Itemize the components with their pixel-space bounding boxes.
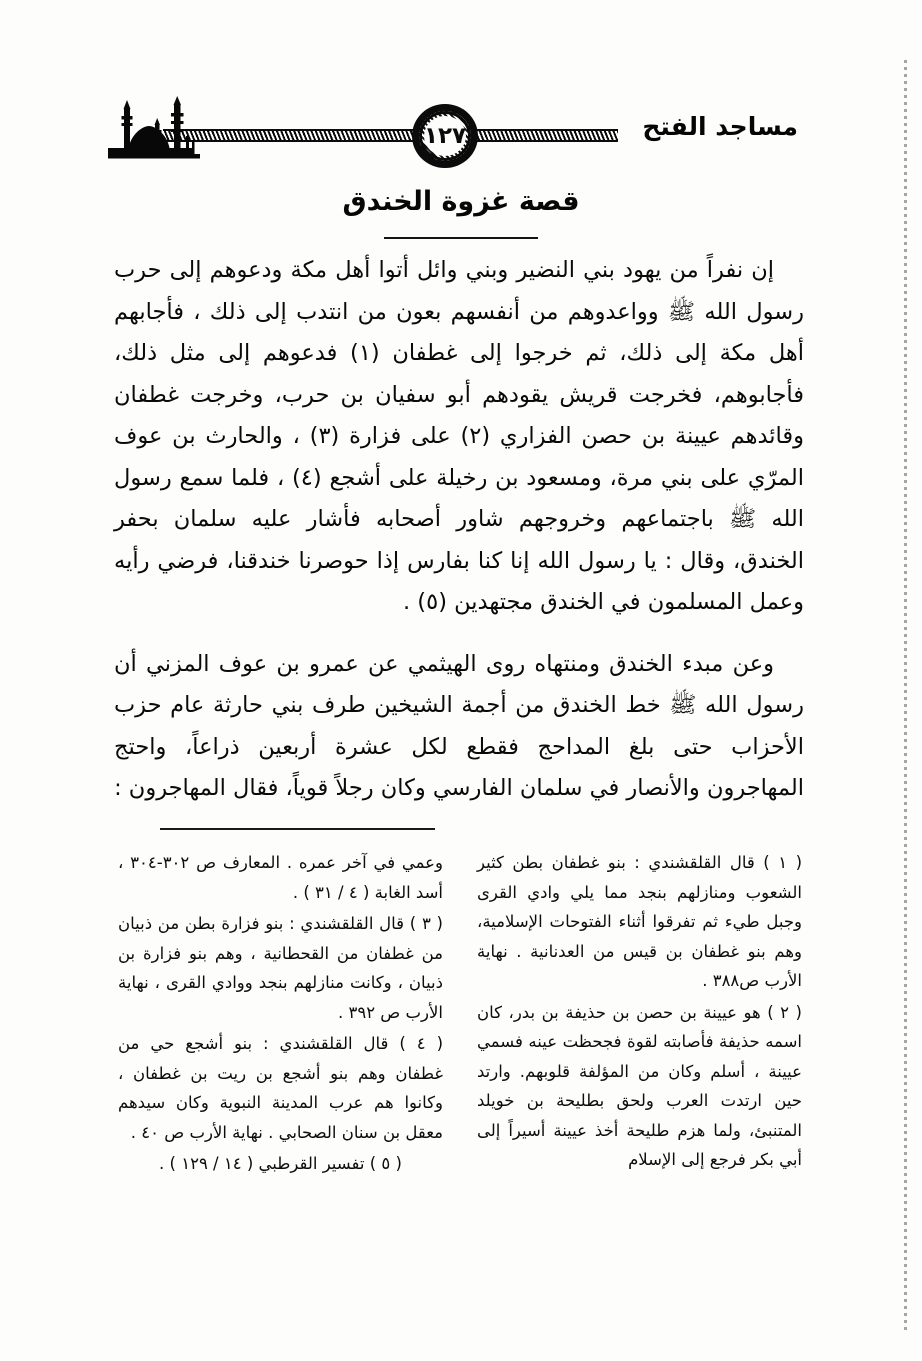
title-underline — [384, 237, 538, 239]
footnote-item — [118, 909, 443, 1027]
footnote-text: قال القلقشندي : بنو فزارة بطن من ذبيان من غطفان من القحطانية ، وهم بنو فزارة بن ذبيان ، وكانت منازلهم بنجد ووادي القرى ، نهاية الأرب ص ٣٩٢ . — [118, 914, 443, 1022]
body-paragraph-1: إن نفراً من يهود بني النضير وبني وائل أتوا أهل مكة ودعوهم إلى حرب رسول الله ﷺ وواعدوهم من أنفسهم بعون من انتدب إلى ذلك ، فأجابهم أهل مكة إلى ذلك، ثم خرجوا إلى غطفان (١) فدعوهم إلى مثل ذلك، فأجابوهم، فخرجت قريش يقودهم أبو سفيان بن حرب، وخرجت غطفان وقائدهم عيينة بن حصن الفزاري (٢) على فزارة (٣) ، والحارث بن عوف المرّي على بني مرة، ومسعود بن رخيلة على أشجع (٤) ، فلما سمع رسول الله ﷺ باجتماعهم وخروجهم شاور أصحابه فأشار عليه سلمان بحفر الخندق، وقال : يا رسول الله إنا كنا بفارس إذا حوصرنا خندقنا، فرضي رأيه وعمل المسلمون في الخندق مجتهدين (٥) . — [114, 257, 804, 615]
rope-band-divider — [163, 129, 618, 142]
footnote-column-left — [118, 848, 443, 1181]
book-title: مساجد الفتح — [642, 112, 798, 141]
footnote-continuation — [118, 848, 443, 907]
footnote-marker: ( ٣ ) — [409, 914, 443, 933]
footnote-text: هو عيينة بن حصن بن حذيفة بن بدر، كان اسمه حذيفة فأصابته لقوة فجحظت عينه فسمي عيينة ، أسلم وكان من المؤلفة قلوبهم. وارتد حين ارتدت العرب ولحق بطليحة بن خويلد المتنبئ، ولما هزم طليحة أخذ عيينة أسيراً إلى أبي بكر فرجع إلى الإسلام — [477, 1002, 802, 1169]
footnote-text: تفسير القرطبي ( ١٤ / ١٢٩ ) . — [159, 1154, 365, 1173]
footnote-marker: ( ٤ ) — [399, 1034, 443, 1053]
footnote-separator-rule — [160, 828, 435, 830]
footnote-marker: ( ٥ ) — [369, 1154, 402, 1173]
footnote-item — [118, 1149, 443, 1179]
page-gutter-artifact — [904, 60, 907, 1330]
body-text — [114, 250, 804, 810]
page-number-badge — [412, 104, 478, 168]
footnote-marker: ( ١ ) — [763, 853, 803, 872]
mosque-silhouette-icon — [108, 96, 204, 168]
footnote-column-right — [477, 848, 802, 1181]
footnotes-section — [118, 848, 802, 1181]
footnote-item — [477, 998, 802, 1175]
footnote-text: قال القلقشندي : بنو غطفان بطن كثير الشعوب ومنازلهم بنجد مما يلي وادي القرى وجبل طيء ثم تفرقوا أثناء الفتوحات الإسلامية، وهم بنو غطفان بن قيس من العدنانية . نهاية الأرب ص٣٨٨ . — [477, 853, 802, 990]
chapter-title: قصة غزوة الخندق — [342, 186, 580, 217]
footnote-marker: ( ٢ ) — [767, 1002, 802, 1022]
footnote-text: وعمي في آخر عمره . المعارف ص ٣٠٢-٣٠٤ ، أسد الغابة ( ٤ / ٣١ ) . — [118, 853, 443, 902]
body-paragraph-2: وعن مبدء الخندق ومنتهاه روى الهيثمي عن عمرو بن عوف المزني أن رسول الله ﷺ خط الخندق من أجمة الشيخين طرف بني حارثة عام حزب الأحزاب حتى بلغ المداحج فقطع لكل عشرة أربعين ذراعاً، واحتج المهاجرون والأنصار في سلمان الفارسي وكان رجلاً قوياً، فقال المهاجرون : — [114, 650, 804, 801]
footnote-item — [118, 1029, 443, 1147]
footnote-item — [477, 848, 802, 996]
page-number: ١٢٧ — [424, 116, 466, 156]
page-header — [108, 96, 814, 168]
footnote-text: قال القلقشندي : بنو أشجع حي من غطفان وهم بنو أشجع بن ريت بن غطفان ، وكانوا هم عرب المدينة النبوية وكان سيدهم معقل بن سنان الصحابي . نهاية الأرب ص ٤٠ . — [118, 1034, 443, 1142]
